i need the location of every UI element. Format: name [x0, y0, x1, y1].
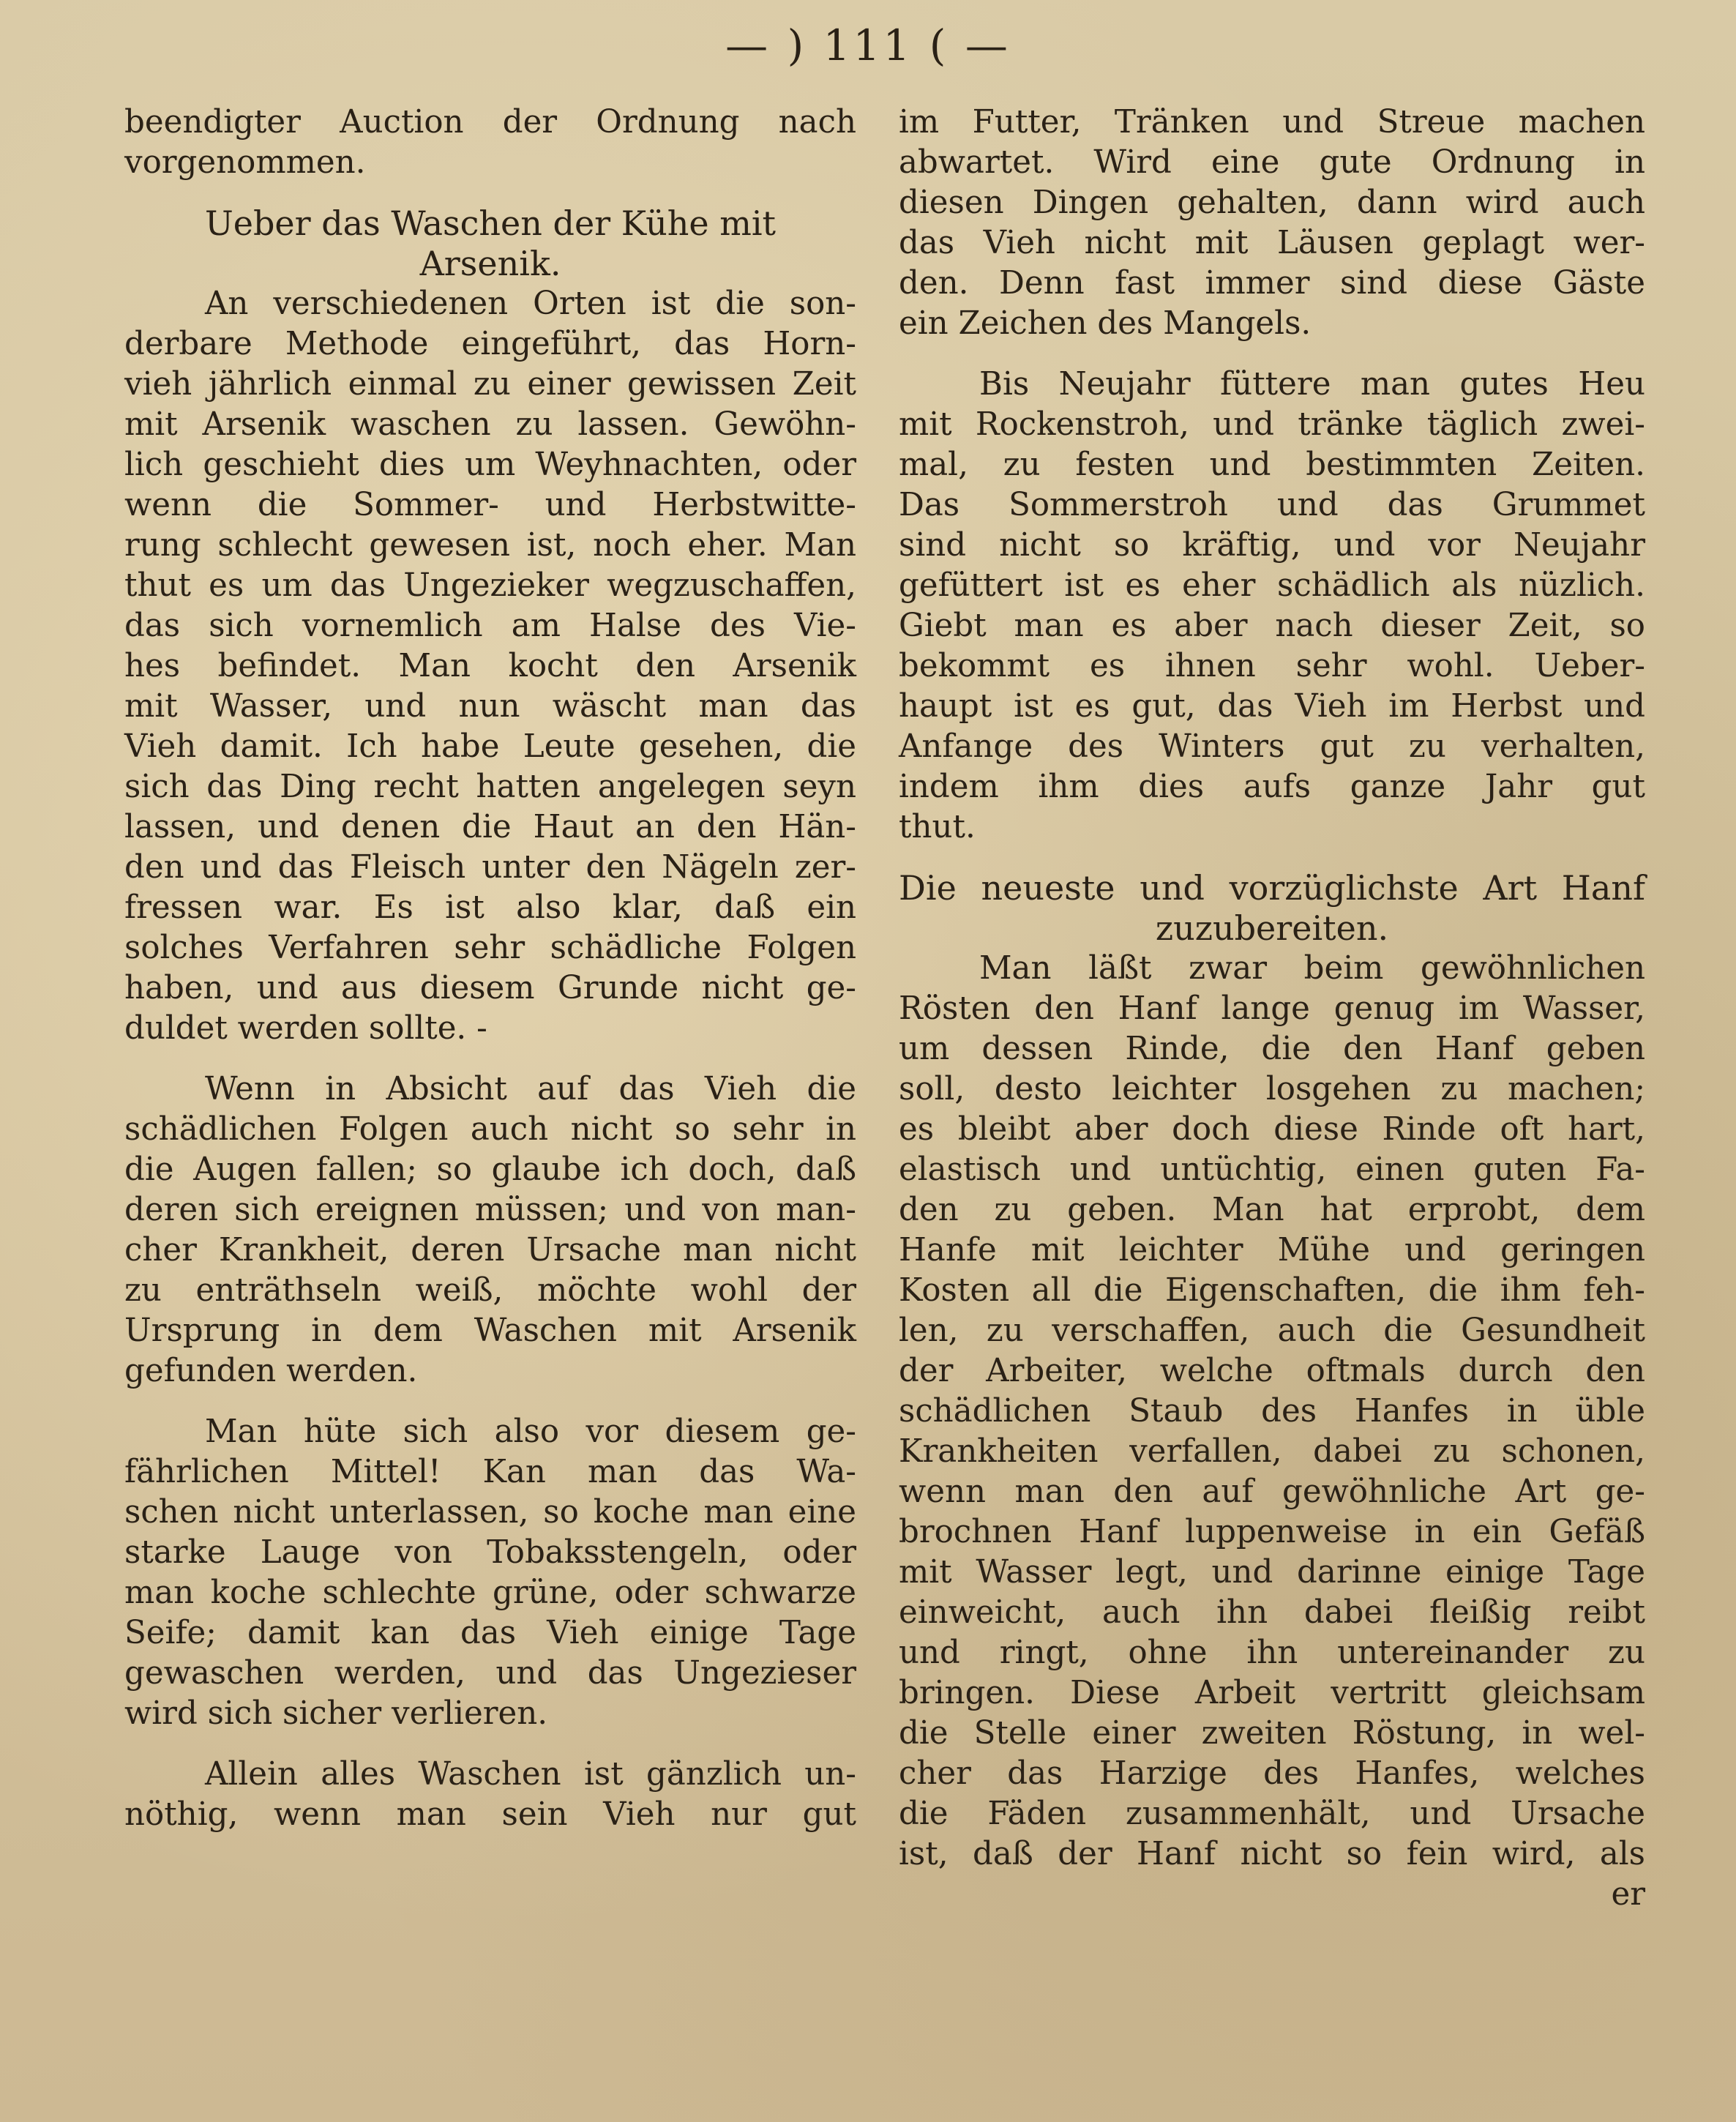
text-line: brochnen Hanf luppenweise in ein Gefäß: [899, 1514, 1645, 1550]
text-line: gefüttert ist es eher schädlich als nüzlich.: [899, 567, 1645, 604]
text-line: deren sich ereignen müssen; und von man-: [124, 1192, 856, 1228]
text-line: gefunden werden.: [124, 1353, 418, 1389]
text-line: mit Arsenik waschen zu lassen. Gewöhn-: [124, 406, 856, 443]
text-line: er: [1611, 1876, 1645, 1913]
text-line: Vieh damit. Ich habe Leute gesehen, die: [124, 728, 856, 765]
text-line: derbare Methode eingeführt, das Horn-: [124, 326, 856, 362]
text-line: bringen. Diese Arbeit vertritt gleichsam: [899, 1675, 1645, 1711]
text-line: Allein alles Waschen ist gänzlich un-: [205, 1756, 856, 1793]
text-line: indem ihm dies aufs ganze Jahr gut: [899, 769, 1645, 805]
text-line: vieh jährlich einmal zu einer gewissen Zeit: [124, 366, 856, 403]
text-line: schädlichen Staub des Hanfes in üble: [899, 1393, 1645, 1430]
text-line: Seife; damit kan das Vieh einige Tage: [124, 1615, 856, 1651]
text-line: nöthig, wenn man sein Vieh nur gut: [124, 1796, 856, 1833]
text-line: lich geschieht dies um Weyhnachten, oder: [124, 447, 856, 483]
text-line: mal, zu festen und bestimmten Zeiten.: [899, 447, 1645, 483]
text-line: die Stelle einer zweiten Röstung, in wel-: [899, 1715, 1645, 1752]
text-line: haupt ist es gut, das Vieh im Herbst und: [899, 688, 1645, 725]
text-line: Wenn in Absicht auf das Vieh die: [205, 1071, 856, 1107]
text-line: Bis Neujahr füttere man gutes Heu: [979, 366, 1645, 403]
text-line: beendigter Auction der Ordnung nach: [124, 104, 856, 141]
text-line: cher Krankheit, deren Ursache man nicht: [124, 1232, 856, 1269]
text-line: diesen Dingen gehalten, dann wird auch: [899, 184, 1645, 221]
text-line: wenn die Sommer- und Herbstwitte-: [124, 487, 856, 523]
text-line: Hanfe mit leichter Mühe und geringen: [899, 1232, 1645, 1269]
text-line: Man läßt zwar beim gewöhnlichen: [979, 950, 1645, 987]
text-line: im Futter, Tränken und Streue machen: [899, 104, 1645, 141]
text-line: den und das Fleisch unter den Nägeln zer-: [124, 849, 856, 886]
paragraph-gap: [899, 344, 1645, 365]
text-line: mit Rockenstroh, und tränke täglich zwei-: [899, 406, 1645, 443]
text-line: ist, daß der Hanf nicht so fein wird, als: [899, 1836, 1645, 1872]
text-line: das sich vornemlich am Halse des Vie-: [124, 608, 856, 644]
text-line: bekommt es ihnen sehr wohl. Ueber-: [899, 648, 1645, 684]
text-line: Man hüte sich also vor diesem ge-: [205, 1413, 856, 1450]
section-heading-line: Die neueste und vorzüglichste Art Hanf: [899, 868, 1645, 908]
section-heading-line: zuzubereiten.: [1155, 908, 1389, 948]
text-line: lassen, und denen die Haut an den Hän-: [124, 809, 856, 845]
text-line: thut.: [899, 809, 976, 845]
text-line: wird sich sicher verlieren.: [124, 1695, 548, 1732]
text-line: wenn man den auf gewöhnliche Art ge-: [899, 1473, 1645, 1510]
text-line: die Augen fallen; so glaube ich doch, daß: [124, 1151, 856, 1188]
text-line: es bleibt aber doch diese Rinde oft hart,: [899, 1111, 1645, 1148]
text-line: fressen war. Es ist also klar, daß ein: [124, 889, 856, 926]
text-line: und ringt, ohne ihn untereinander zu: [899, 1635, 1645, 1671]
text-line: solches Verfahren sehr schädliche Folgen: [124, 930, 856, 966]
text-line: Giebt man es aber nach dieser Zeit, so: [899, 608, 1645, 644]
text-line: rung schlecht gewesen ist, noch eher. Man: [124, 527, 856, 564]
paragraph-gap: [124, 1049, 856, 1069]
text-line: soll, desto leichter losgehen zu machen;: [899, 1071, 1645, 1107]
text-line: mit Wasser legt, und darinne einige Tage: [899, 1554, 1645, 1591]
text-line: Das Sommerstroh und das Grummet: [899, 487, 1645, 523]
text-line: len, zu verschaffen, auch die Gesundheit: [899, 1312, 1645, 1349]
text-line: haben, und aus diesem Grunde nicht ge-: [124, 970, 856, 1006]
text-line: gewaschen werden, und das Ungezieser: [124, 1655, 856, 1692]
section-heading-line: Arsenik.: [419, 244, 561, 283]
paragraph-gap: [899, 848, 1645, 868]
text-line: hes befindet. Man kocht den Arsenik: [124, 648, 856, 684]
text-line: ein Zeichen des Mangels.: [899, 305, 1312, 342]
text-line: schädlichen Folgen auch nicht so sehr in: [124, 1111, 856, 1148]
text-line: mit Wasser, und nun wäscht man das: [124, 688, 856, 725]
right-column: [899, 102, 1645, 1915]
text-line: Kosten all die Eigenschaften, die ihm feh-: [899, 1272, 1645, 1309]
text-line: Ursprung in dem Waschen mit Arsenik: [124, 1312, 856, 1349]
text-line: Rösten den Hanf lange genug im Wasser,: [899, 990, 1645, 1027]
text-line: elastisch und untüchtig, einen guten Fa-: [899, 1151, 1645, 1188]
paragraph-gap: [124, 1734, 856, 1755]
paragraph-gap: [124, 183, 856, 203]
text-line: Krankheiten verfallen, dabei zu schonen,: [899, 1433, 1645, 1470]
text-line: Anfange des Winters gut zu verhalten,: [899, 728, 1645, 765]
page-number-header: — ) 111 ( —: [725, 20, 1011, 70]
text-line: sich das Ding recht hatten angelegen seyn: [124, 769, 856, 805]
text-line: fährlichen Mittel! Kan man das Wa-: [124, 1454, 856, 1490]
text-line: vorgenommen.: [124, 144, 366, 181]
text-line: An verschiedenen Orten ist die son-: [205, 285, 856, 322]
text-line: den. Denn fast immer sind diese Gäste: [899, 265, 1645, 302]
text-line: cher das Harzige des Hanfes, welches: [899, 1755, 1645, 1792]
text-line: um dessen Rinde, die den Hanf geben: [899, 1031, 1645, 1067]
text-line: das Vieh nicht mit Läusen geplagt wer-: [899, 225, 1645, 261]
text-line: schen nicht unterlassen, so koche man eine: [124, 1494, 856, 1531]
text-line: man koche schlechte grüne, oder schwarze: [124, 1574, 856, 1611]
section-heading-line: Ueber das Waschen der Kühe mit: [204, 203, 777, 243]
text-line: die Fäden zusammenhält, und Ursache: [899, 1796, 1645, 1832]
text-line: den zu geben. Man hat erprobt, dem: [899, 1192, 1645, 1228]
text-line: thut es um das Ungezieker wegzuschaffen,: [124, 567, 856, 604]
text-line: starke Lauge von Tobaksstengeln, oder: [124, 1534, 856, 1571]
paragraph-gap: [124, 1391, 856, 1412]
text-line: einweicht, auch ihn dabei fleißig reibt: [899, 1594, 1645, 1631]
text-line: zu enträthseln weiß, möchte wohl der: [124, 1272, 856, 1309]
text-line: abwartet. Wird eine gute Ordnung in: [899, 144, 1645, 181]
text-line: der Arbeiter, welche oftmals durch den: [899, 1353, 1645, 1389]
text-line: duldet werden sollte. -: [124, 1010, 487, 1047]
text-line: sind nicht so kräftig, und vor Neujahr: [899, 527, 1645, 564]
left-column: [124, 102, 856, 1835]
